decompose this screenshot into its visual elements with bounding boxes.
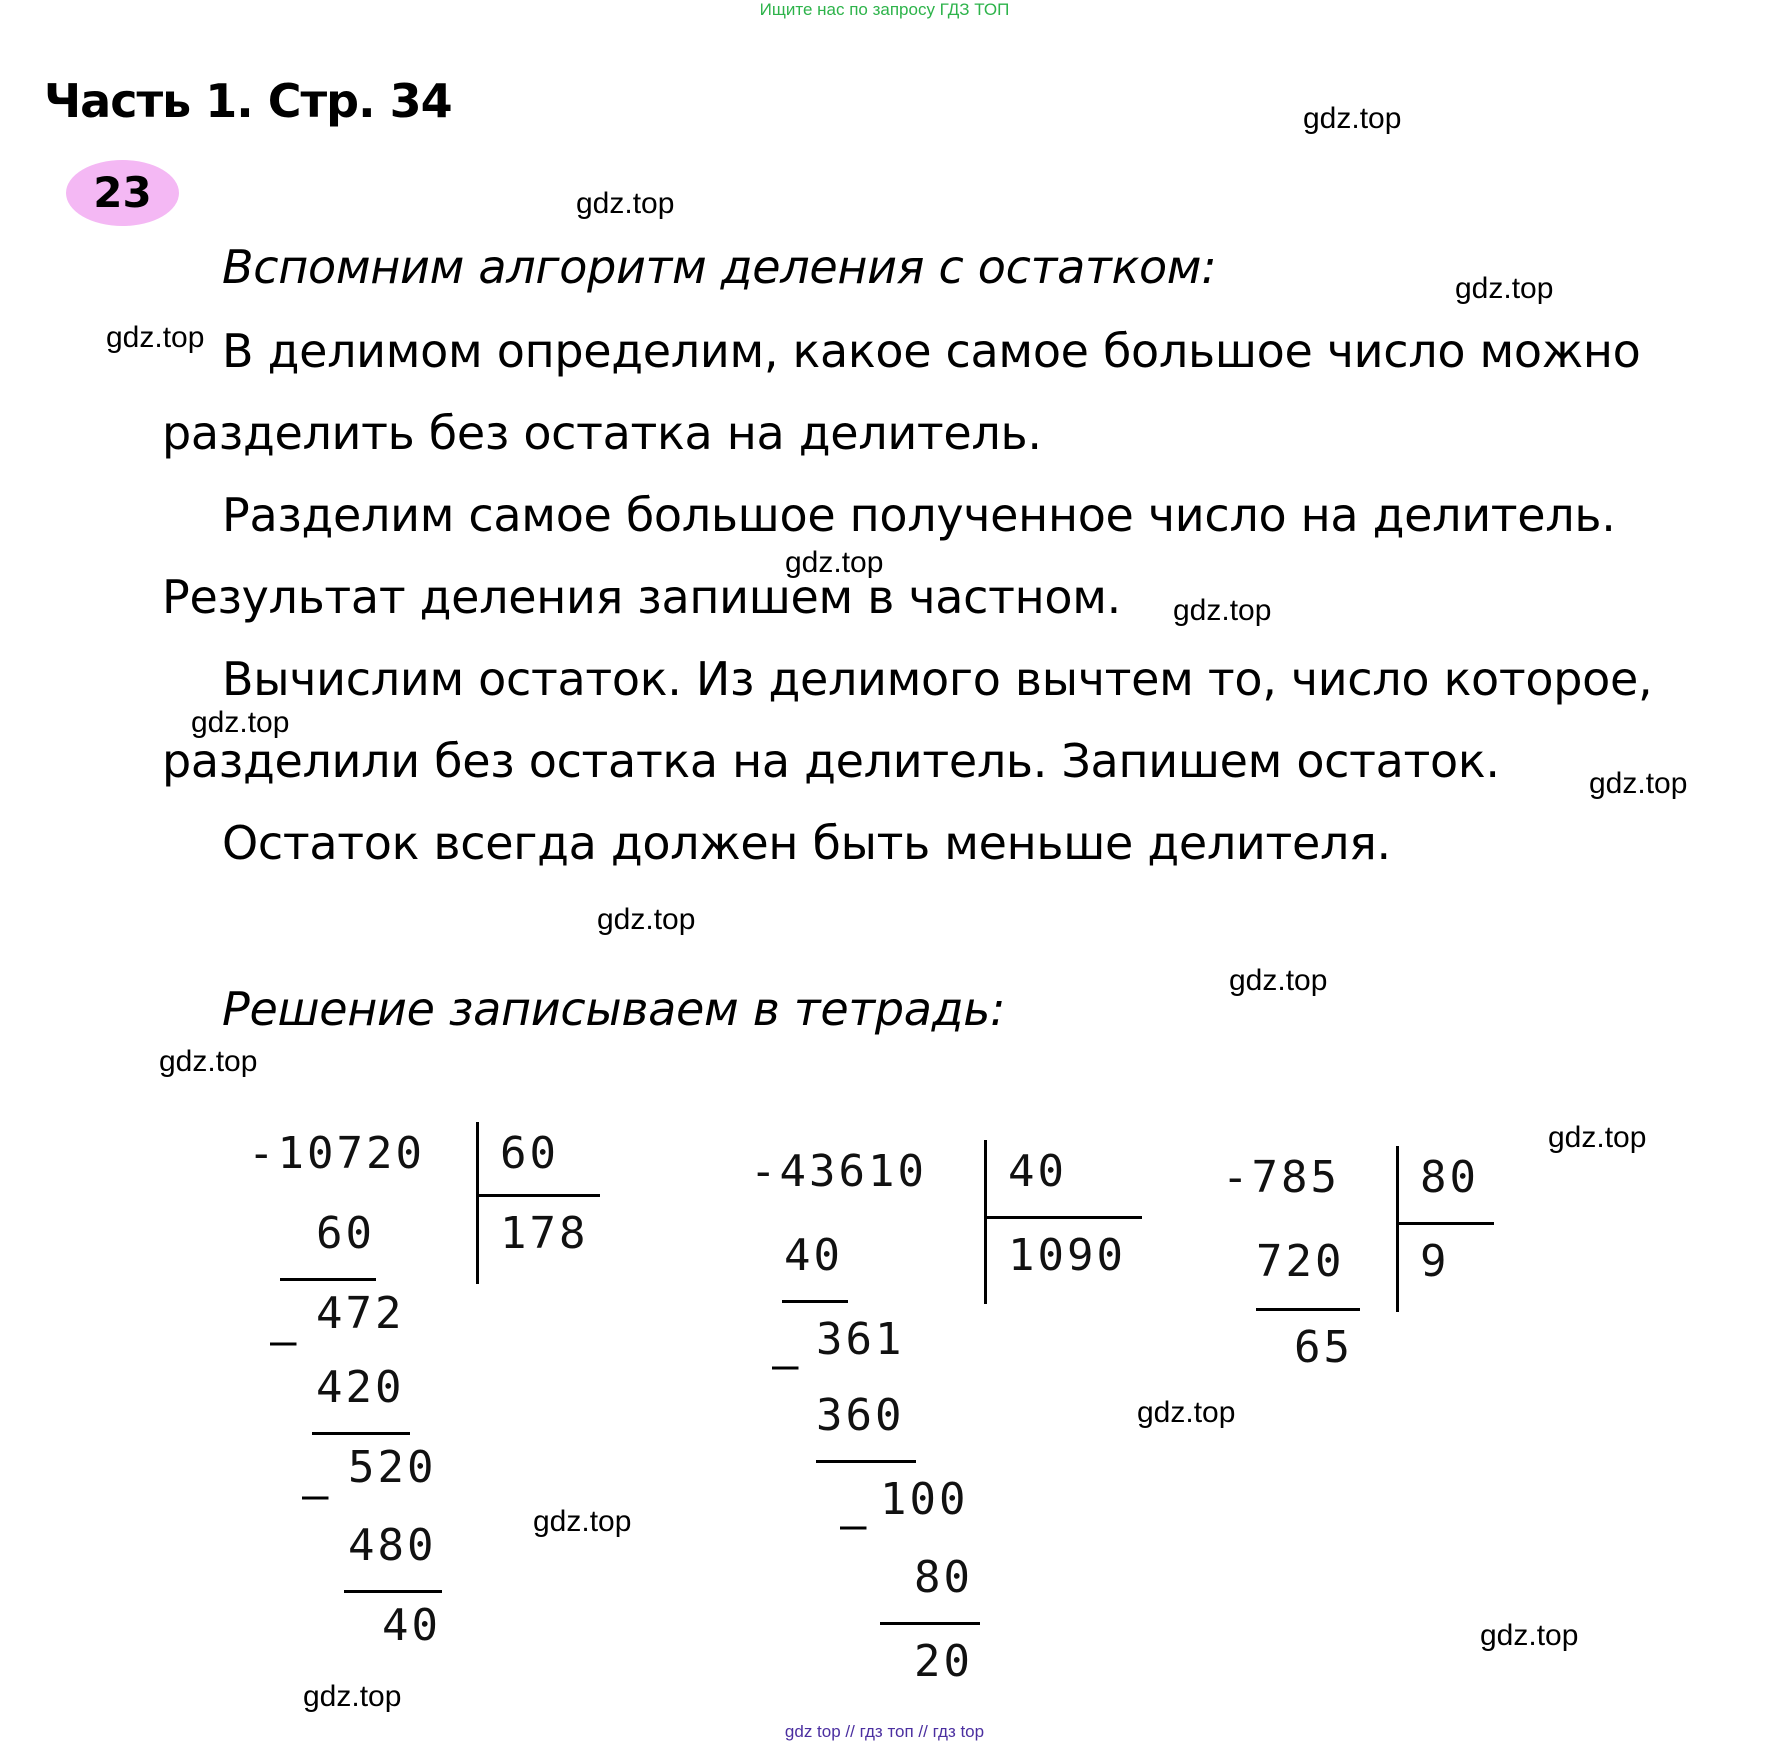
paragraph-line: Остаток всегда должен быть меньше делителя. xyxy=(222,816,1391,870)
final-remainder: 20 xyxy=(914,1636,973,1687)
footer-links[interactable]: gdz top // гдз топ // гдз top xyxy=(784,1722,985,1741)
minus-sign: – xyxy=(772,1340,799,1391)
dividend: -785 xyxy=(1222,1152,1340,1203)
step-subtrahend: 80 xyxy=(914,1552,973,1603)
step-subtrahend: 60 xyxy=(316,1208,375,1259)
watermark: gdz.top xyxy=(597,903,696,936)
paragraph-line: Результат деления запишем в частном. xyxy=(162,570,1121,624)
page-title: Часть 1. Стр. 34 xyxy=(44,74,452,128)
watermark: gdz.top xyxy=(303,1680,402,1713)
watermark: gdz.top xyxy=(1173,594,1272,627)
top-search-hint[interactable]: Ищите нас по запросу ГДЗ ТОП xyxy=(759,0,1010,19)
step-line xyxy=(280,1278,376,1281)
quotient: 178 xyxy=(500,1208,589,1259)
division-bar-horizontal xyxy=(984,1216,1142,1219)
paragraph-line: Разделим самое большое полученное число на делитель. xyxy=(222,488,1616,542)
divisor: 80 xyxy=(1420,1152,1479,1203)
division-bar-vertical xyxy=(1396,1146,1399,1312)
paragraph-line: Вычислим остаток. Из делимого вычтем то, число которое, xyxy=(222,652,1653,706)
task-number-badge: 23 xyxy=(66,160,179,226)
divisor: 40 xyxy=(1008,1146,1067,1197)
division-bar-vertical xyxy=(984,1140,987,1304)
watermark: gdz.top xyxy=(1455,272,1554,305)
watermark: gdz.top xyxy=(1303,102,1402,135)
division-bar-vertical xyxy=(476,1122,479,1284)
paragraph-line: В делимом определим, какое самое большое число можно xyxy=(222,324,1641,378)
watermark: gdz.top xyxy=(785,546,884,579)
watermark: gdz.top xyxy=(576,187,675,220)
step-line xyxy=(816,1460,916,1463)
minus-sign: – xyxy=(840,1500,867,1551)
step-subtrahend: 720 xyxy=(1256,1236,1345,1287)
step-remainder: 361 xyxy=(816,1314,905,1365)
step-remainder: 472 xyxy=(316,1288,405,1339)
step-line xyxy=(880,1622,980,1625)
paragraph-line: разделили без остатка на делитель. Запишем остаток. xyxy=(162,734,1500,788)
step-subtrahend: 480 xyxy=(348,1520,437,1571)
final-remainder: 40 xyxy=(382,1600,441,1651)
final-remainder: 65 xyxy=(1294,1322,1353,1373)
step-subtrahend: 40 xyxy=(784,1230,843,1281)
step-remainder: 100 xyxy=(880,1474,969,1525)
step-remainder: 520 xyxy=(348,1442,437,1493)
minus-sign: – xyxy=(270,1316,297,1367)
watermark: gdz.top xyxy=(159,1045,258,1078)
divisor: 60 xyxy=(500,1128,559,1179)
quotient: 1090 xyxy=(1008,1230,1126,1281)
watermark: gdz.top xyxy=(533,1505,632,1538)
solution-intro: Решение записываем в тетрадь: xyxy=(222,982,1006,1036)
watermark: gdz.top xyxy=(1548,1121,1647,1154)
watermark: gdz.top xyxy=(1480,1619,1579,1652)
dividend: -10720 xyxy=(248,1128,425,1179)
division-bar-horizontal xyxy=(1396,1222,1494,1225)
step-line xyxy=(344,1590,442,1593)
watermark: gdz.top xyxy=(1229,964,1328,997)
paragraph-line: разделить без остатка на делитель. xyxy=(162,406,1042,460)
step-line xyxy=(312,1432,410,1435)
step-subtrahend: 420 xyxy=(316,1362,405,1413)
watermark: gdz.top xyxy=(191,706,290,739)
watermark: gdz.top xyxy=(1589,767,1688,800)
dividend: -43610 xyxy=(750,1146,927,1197)
quotient: 9 xyxy=(1420,1236,1450,1287)
step-line xyxy=(1256,1308,1360,1311)
algorithm-intro: Вспомним алгоритм деления с остатком: xyxy=(222,240,1217,294)
step-subtrahend: 360 xyxy=(816,1390,905,1441)
division-bar-horizontal xyxy=(476,1194,600,1197)
watermark: gdz.top xyxy=(1137,1396,1236,1429)
step-line xyxy=(782,1300,848,1303)
minus-sign: – xyxy=(302,1470,329,1521)
watermark: gdz.top xyxy=(106,321,205,354)
